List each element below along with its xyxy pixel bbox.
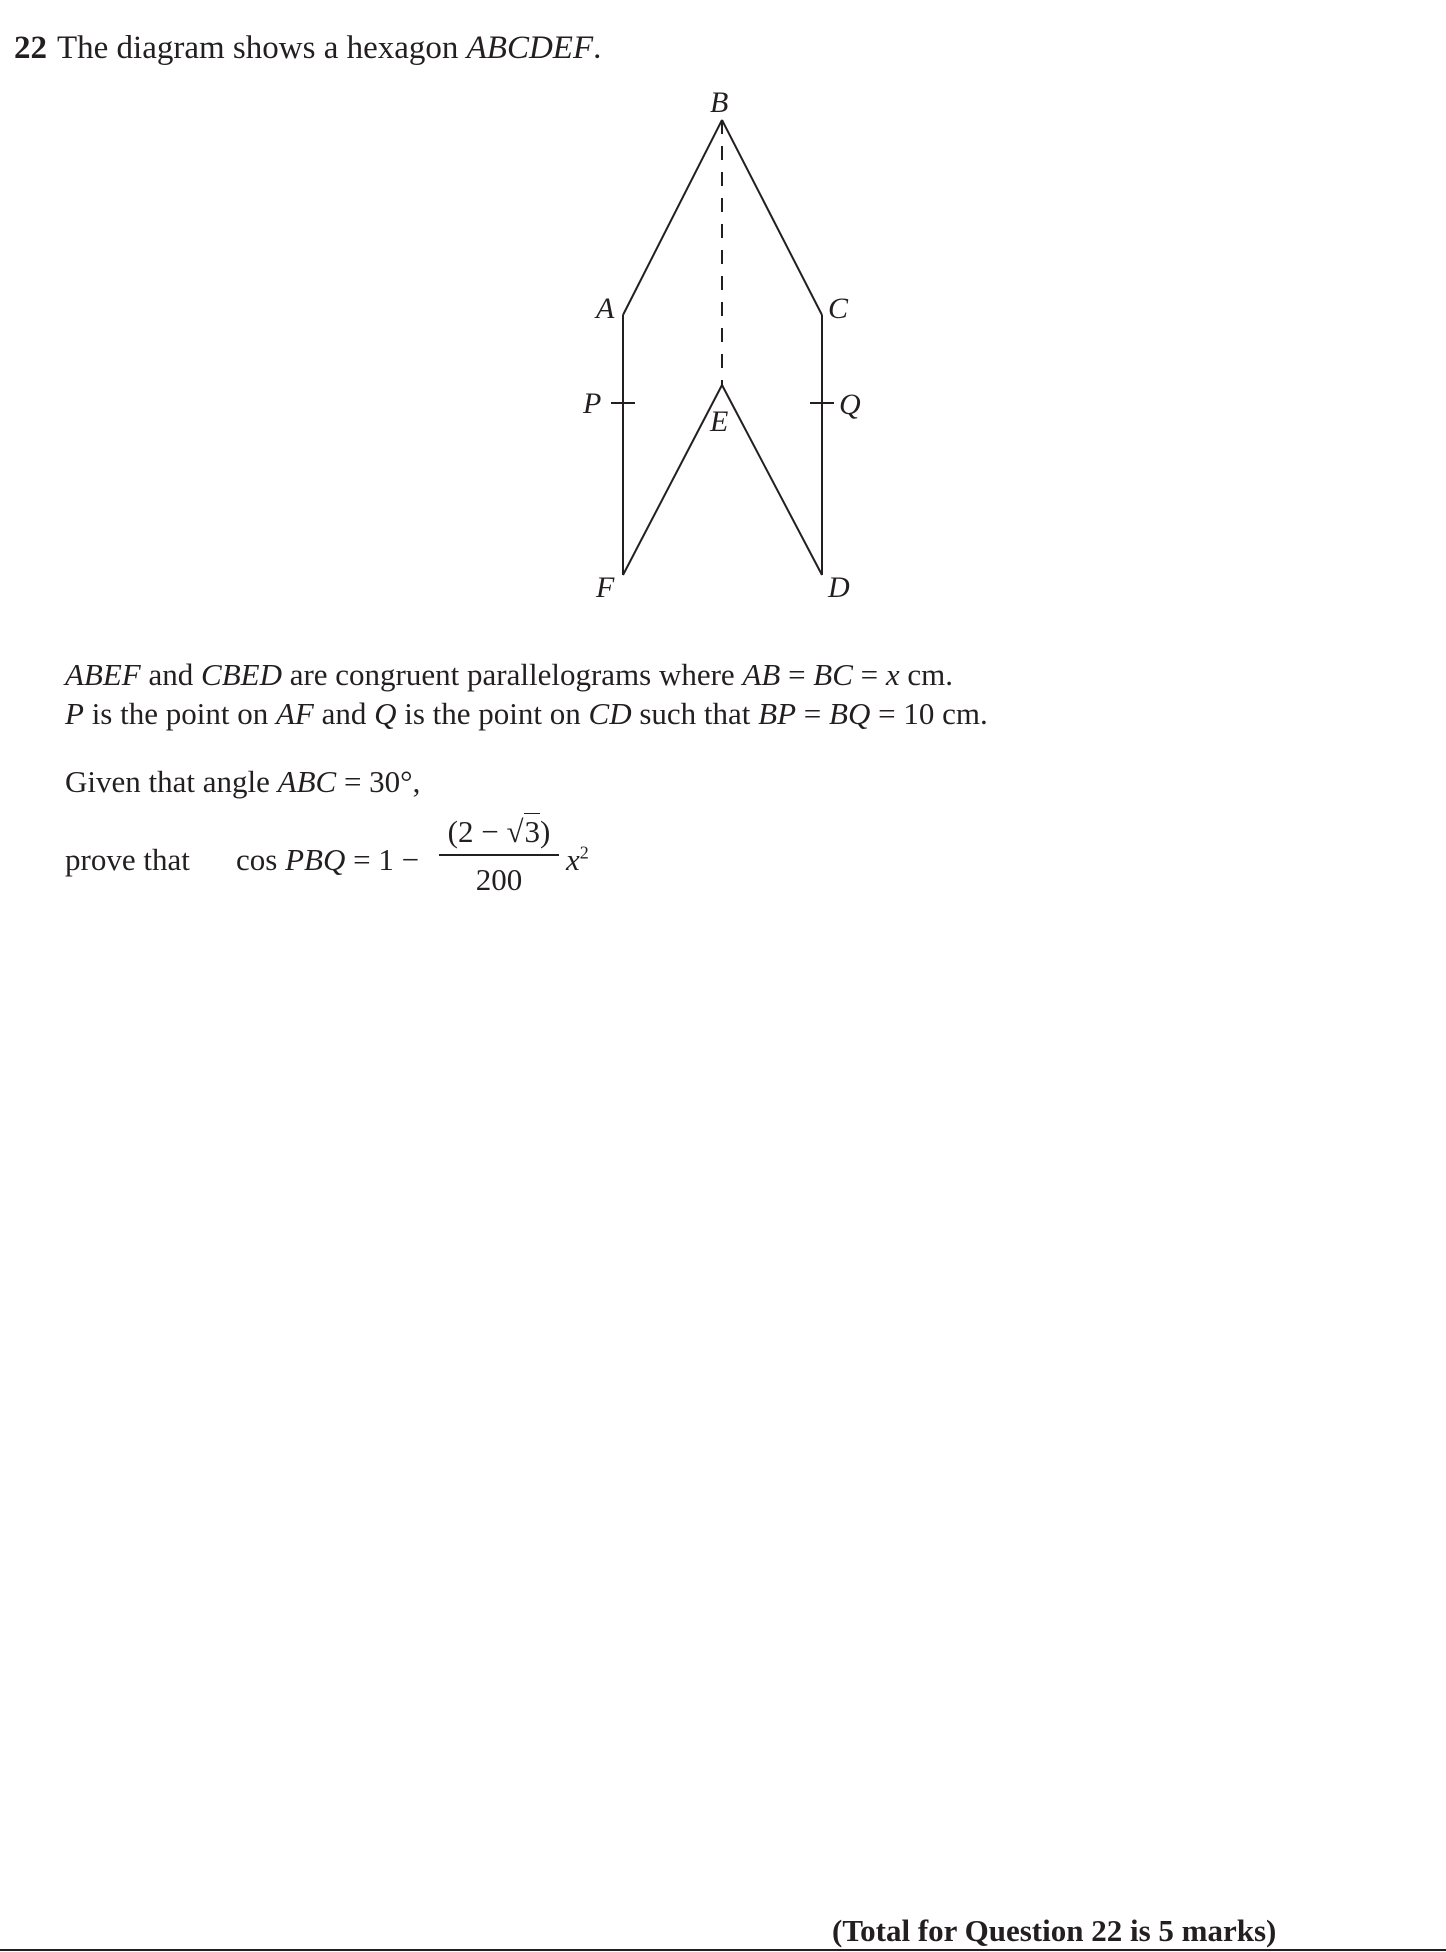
label-f: F xyxy=(596,571,615,604)
fraction-denominator: 200 xyxy=(475,861,523,897)
label-p: P xyxy=(583,387,602,420)
text: and xyxy=(313,696,375,731)
term-cbed: CBED xyxy=(201,657,282,692)
term-bq: BQ xyxy=(829,696,871,731)
num-root: 3 xyxy=(524,814,540,849)
text: such that xyxy=(631,696,759,731)
text: is the point on xyxy=(83,696,276,731)
label-q: Q xyxy=(839,388,861,421)
num-open: (2 − √ xyxy=(447,814,524,849)
statement-line-1 xyxy=(65,655,953,694)
edge-ab xyxy=(623,120,722,315)
exponent: 2 xyxy=(579,842,589,863)
bottom-rule xyxy=(0,1949,1446,1951)
given-line xyxy=(65,762,420,801)
formula-lhs xyxy=(236,842,419,878)
fraction xyxy=(439,812,559,900)
hexagon-name: ABCDEF xyxy=(466,30,594,66)
statement-line-2 xyxy=(65,694,988,733)
cos-text: cos xyxy=(236,842,286,877)
term-abef: ABEF xyxy=(65,657,141,692)
text: = 30°, xyxy=(336,764,421,799)
term-af: AF xyxy=(275,696,314,731)
fraction-bar xyxy=(439,854,559,856)
label-a: A xyxy=(596,292,615,325)
hexagon-diagram xyxy=(560,85,890,610)
term-x: x xyxy=(885,657,900,692)
term-bp: BP xyxy=(758,696,797,731)
text: Given that angle xyxy=(65,764,278,799)
fraction-numerator xyxy=(439,812,559,852)
variable-x-squared xyxy=(566,842,589,878)
edge-de xyxy=(722,385,822,575)
text: = xyxy=(796,696,830,731)
question-intro: The diagram shows a hexagon xyxy=(57,30,459,66)
equals-one-minus: = 1 − xyxy=(345,842,420,877)
variable-x: x xyxy=(566,842,580,877)
edge-fe xyxy=(623,385,722,575)
label-e: E xyxy=(710,405,729,438)
term-q: Q xyxy=(374,696,397,731)
term-bc: BC xyxy=(813,657,853,692)
text: = 10 cm. xyxy=(870,696,988,731)
label-d: D xyxy=(828,571,850,604)
term-abc: ABC xyxy=(277,764,337,799)
text: are congruent parallelograms where xyxy=(281,657,743,692)
prove-formula xyxy=(236,812,656,912)
term-cd: CD xyxy=(588,696,632,731)
label-b: B xyxy=(710,86,729,119)
total-marks: (Total for Question 22 is 5 marks) xyxy=(832,1913,1277,1948)
label-c: C xyxy=(828,292,849,325)
num-close: ) xyxy=(540,814,551,849)
question-number: 22 xyxy=(14,30,47,66)
text: = xyxy=(852,657,886,692)
text: cm. xyxy=(899,657,954,692)
angle-pbq: PBQ xyxy=(285,842,346,877)
text: = xyxy=(780,657,814,692)
question-heading xyxy=(14,30,601,67)
prove-label: prove that xyxy=(65,842,190,877)
text: and xyxy=(140,657,202,692)
text: is the point on xyxy=(396,696,589,731)
edge-bc xyxy=(722,120,822,315)
term-p: P xyxy=(65,696,84,731)
term-ab: AB xyxy=(742,657,781,692)
intro-period: . xyxy=(593,30,602,66)
